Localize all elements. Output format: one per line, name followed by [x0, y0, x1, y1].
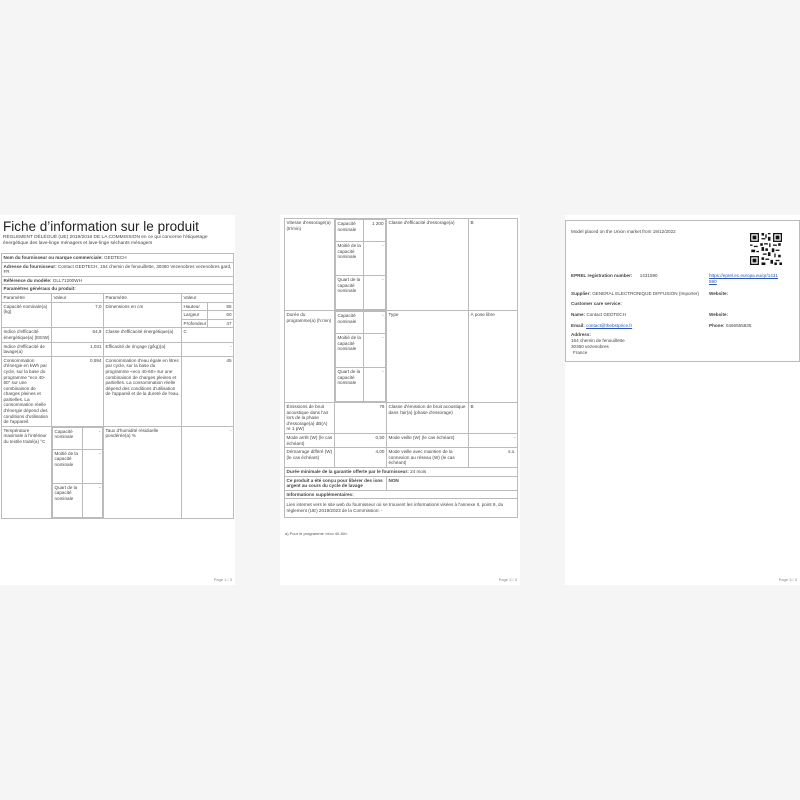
product-info-table-continued [284, 218, 518, 518]
model-label: Référence du modèle: [3, 277, 52, 283]
capacity-value: 7,0 [52, 302, 104, 328]
phone-label: Phone: [709, 323, 725, 328]
product-info-table [1, 253, 234, 519]
name-value: Contact GEDTECH [586, 312, 626, 317]
temperature-subtable [52, 427, 103, 518]
customer-care-label: Customer care service: [571, 301, 622, 306]
dim-height-value: 85 [208, 302, 234, 311]
dim-width-value: 60 [208, 311, 234, 320]
sub-row-full: Capacité nominale [336, 220, 364, 242]
type-label: Type [387, 311, 469, 403]
off-mode-label: Mode arrêt (W) (le cas échéant) [285, 433, 335, 447]
extra-info-value: - [380, 507, 383, 513]
program-quarter-value: - [364, 368, 386, 402]
rinse-value: - [182, 342, 234, 356]
noise-value: 76 [335, 403, 387, 434]
dim-depth-value: 47 [208, 319, 234, 328]
warranty-label: Durée minimale de la garantie offerte par le fournisseur: [286, 468, 409, 474]
silver-ions-label: Ce produit a été conçu pour libérer des ions argent au cours du cycle de lavage [285, 476, 387, 490]
temp-full-value: - [83, 427, 103, 449]
program-half-value: - [364, 334, 386, 368]
sub-row-full: Capacité nominale [53, 427, 83, 449]
supplier-name-value: GEDTECH [104, 255, 127, 260]
general-params-label: Paramètres généraux du produit: [2, 285, 234, 294]
type-value: À pose libre [469, 311, 518, 403]
eprel-value: 1431590 [639, 273, 658, 278]
phone-value: 0466555835 [725, 323, 752, 328]
temperature-label: Température maximale à l'intérieur du textile traité(a) °C [2, 426, 52, 518]
header-value-1: Valeur [52, 293, 104, 302]
address-line-3: France [573, 350, 588, 355]
delay-start-label: Démarrage différé (W) (le cas échéant) [285, 448, 335, 468]
document-page-3 [565, 215, 800, 585]
website2-label: Website: [709, 312, 729, 317]
delay-start-value: 4,00 [335, 448, 387, 468]
regulation-subtitle: RÈGLEMENT DÉLÉGUÉ (UE) 2019/2016 DE LA COMMISSION en ce qui concerne l'étiquetage énergétique des lave-linge ménagers et lave-linge séchants ménagers [3, 235, 208, 246]
page-title: Fiche d’information sur le produit [3, 219, 199, 234]
email-label: Email: [571, 323, 585, 328]
sub-row-full: Capacité nominale [336, 312, 364, 334]
page-footer: Page 3 / 3 [778, 577, 797, 582]
network-standby-label: Mode veille avec maintien de la connexion au réseau (W) (le cas échéant) [387, 448, 469, 468]
header-value-2: Valeur [182, 293, 234, 302]
extra-info-text: Lien internet vers le site web du fournisseur où se trouvent les informations visées à l'annexe II, point 9, du règlement (UE) 2019/2023 de la Commission: [286, 502, 504, 513]
name-label: Name: [571, 312, 586, 317]
standby-value: - [469, 433, 518, 447]
eprel-link[interactable]: https://eprel.ec.europa.eu/qr/1431590 [709, 273, 778, 284]
sub-row-quarter: Quart de la capacité nominale [53, 483, 83, 517]
supplier-name-label: Nom du fournisseur ou marque commerciale: [3, 255, 103, 260]
spin-class-label: Classe d'efficacité d'essorage(a) [387, 219, 469, 311]
off-mode-value: 0,50 [335, 433, 387, 447]
sub-row-half: Moitié de la capacité nominale [336, 334, 364, 368]
energy-consumption-label: Consommation d'énergie en kWh par cycle, sur la base du programme "eco 40-60" sur une combinaison de charges pleines et partielles. La consommation réelle d'énergie dépend des conditions d'utilisation de l'appareil. [2, 356, 52, 426]
eei-label: Indice d'efficacité énergétique(a) (EEIW) [2, 328, 52, 342]
email-link[interactable]: contact@thebstprice.fr [586, 323, 633, 328]
energy-class-label: Classe d'efficacité énergétique(a) [104, 328, 182, 342]
program-full-value: - [364, 312, 386, 334]
address-line-1: 164 chemin de fenouillette [571, 338, 625, 343]
temp-half-value: - [83, 449, 103, 483]
spin-speed-subtable [335, 219, 386, 310]
sub-row-half: Moitié de la capacité nominale [336, 242, 364, 276]
dimensions-label: Dimensions en cm [104, 302, 182, 328]
spin-quarter-value: - [364, 276, 386, 310]
supplier-address-label: Adresse du fournisseur: [3, 263, 57, 269]
supplier-address-value: Contact GEDTECH, 164 chemin de fenouillette, 30360 Vezenobres vezenobres gard, FR [3, 263, 232, 275]
wash-index-label: Indice d'efficacité de lavage(a) [2, 342, 52, 356]
dim-height-label: Hauteur [182, 302, 208, 311]
spin-class-value: B [469, 219, 518, 311]
humidity-label: Taux d'humidité résiduelle pondérée(a) % [104, 426, 182, 518]
header-param-1: Paramètre [2, 293, 52, 302]
humidity-value: - [182, 426, 234, 518]
spin-speed-label: Vitesse d'essorage(a) (tr/min) [285, 219, 335, 311]
dim-width-label: Largeur [182, 311, 208, 320]
dim-depth-label: Profondeur [182, 319, 208, 328]
standby-label: Mode veille (W) (le cas échéant) [387, 433, 469, 447]
noise-class-value: B [469, 403, 518, 434]
eprel-info-box [565, 220, 800, 362]
supplier-value: GENERAL ELECTRONIQUE DIFFUSION (Importer) [592, 291, 699, 296]
program-duration-subtable [335, 311, 386, 402]
sub-row-half: Moitié de la capacité nominale [53, 449, 83, 483]
address-label: Address: [571, 332, 591, 337]
program-duration-label: Durée du programme(a) (h:min) [285, 311, 335, 403]
rinse-label: Efficacité de rinçage (g/kg)(a) [104, 342, 182, 356]
model-value: GLL71200WH [52, 277, 82, 283]
noise-label: Émissions de bruit acoustique dans l'air lors de la phase d'essorage(a) dB(A) re 1 pW) [285, 403, 335, 434]
spin-full-value: 1 200 [364, 220, 386, 242]
market-date-text: Model placed on the Union market from 19/12/2022 [571, 229, 676, 234]
page-footer: Page 1 / 3 [213, 577, 232, 582]
sub-row-quarter: Quart de la capacité nominale [336, 368, 364, 402]
header-param-2: Paramètre [104, 293, 182, 302]
water-consumption-label: Consommation d'eau égale en litres par cycle, sur la base du programme «eco 40-60» sur une combinaison de charges pleines et partielles. La consommation réelle dépend des conditions d'utilisation de l'appareil et de la dureté de l'eau. [104, 356, 182, 426]
spin-half-value: - [364, 242, 386, 276]
document-page-2 [280, 215, 520, 585]
temp-quarter-value: - [83, 483, 103, 517]
extra-info-label: Informations supplémentaires: [285, 490, 518, 499]
eei-value: 64,9 [52, 328, 104, 342]
silver-ions-value: NON [387, 476, 518, 490]
document-page-1 [0, 215, 235, 585]
warranty-value: 24 mois [410, 468, 427, 474]
network-standby-value: s.o. [469, 448, 518, 468]
noise-class-label: Classe d'émission de bruit acoustique dans l'air(a) (phase d'essorage) [387, 403, 469, 434]
sub-row-quarter: Quart de la capacité nominale [336, 276, 364, 310]
wash-index-value: 1,031 [52, 342, 104, 356]
footnote: a) Pour le programme «eco 40-60». [285, 531, 349, 536]
energy-consumption-value: 0,594 [52, 356, 104, 426]
water-consumption-value: 45 [182, 356, 234, 426]
page-footer: Page 2 / 3 [498, 577, 517, 582]
qr-code-icon [750, 233, 782, 265]
website-label: Website: [709, 291, 729, 296]
address-line-2: 30360 vezenobres [571, 344, 609, 349]
eprel-label: EPREL registration number: [571, 273, 633, 278]
supplier-label: Supplier: [571, 291, 591, 296]
capacity-label: Capacité nominale(a) (kg) [2, 302, 52, 328]
energy-class-value: C [182, 328, 234, 342]
